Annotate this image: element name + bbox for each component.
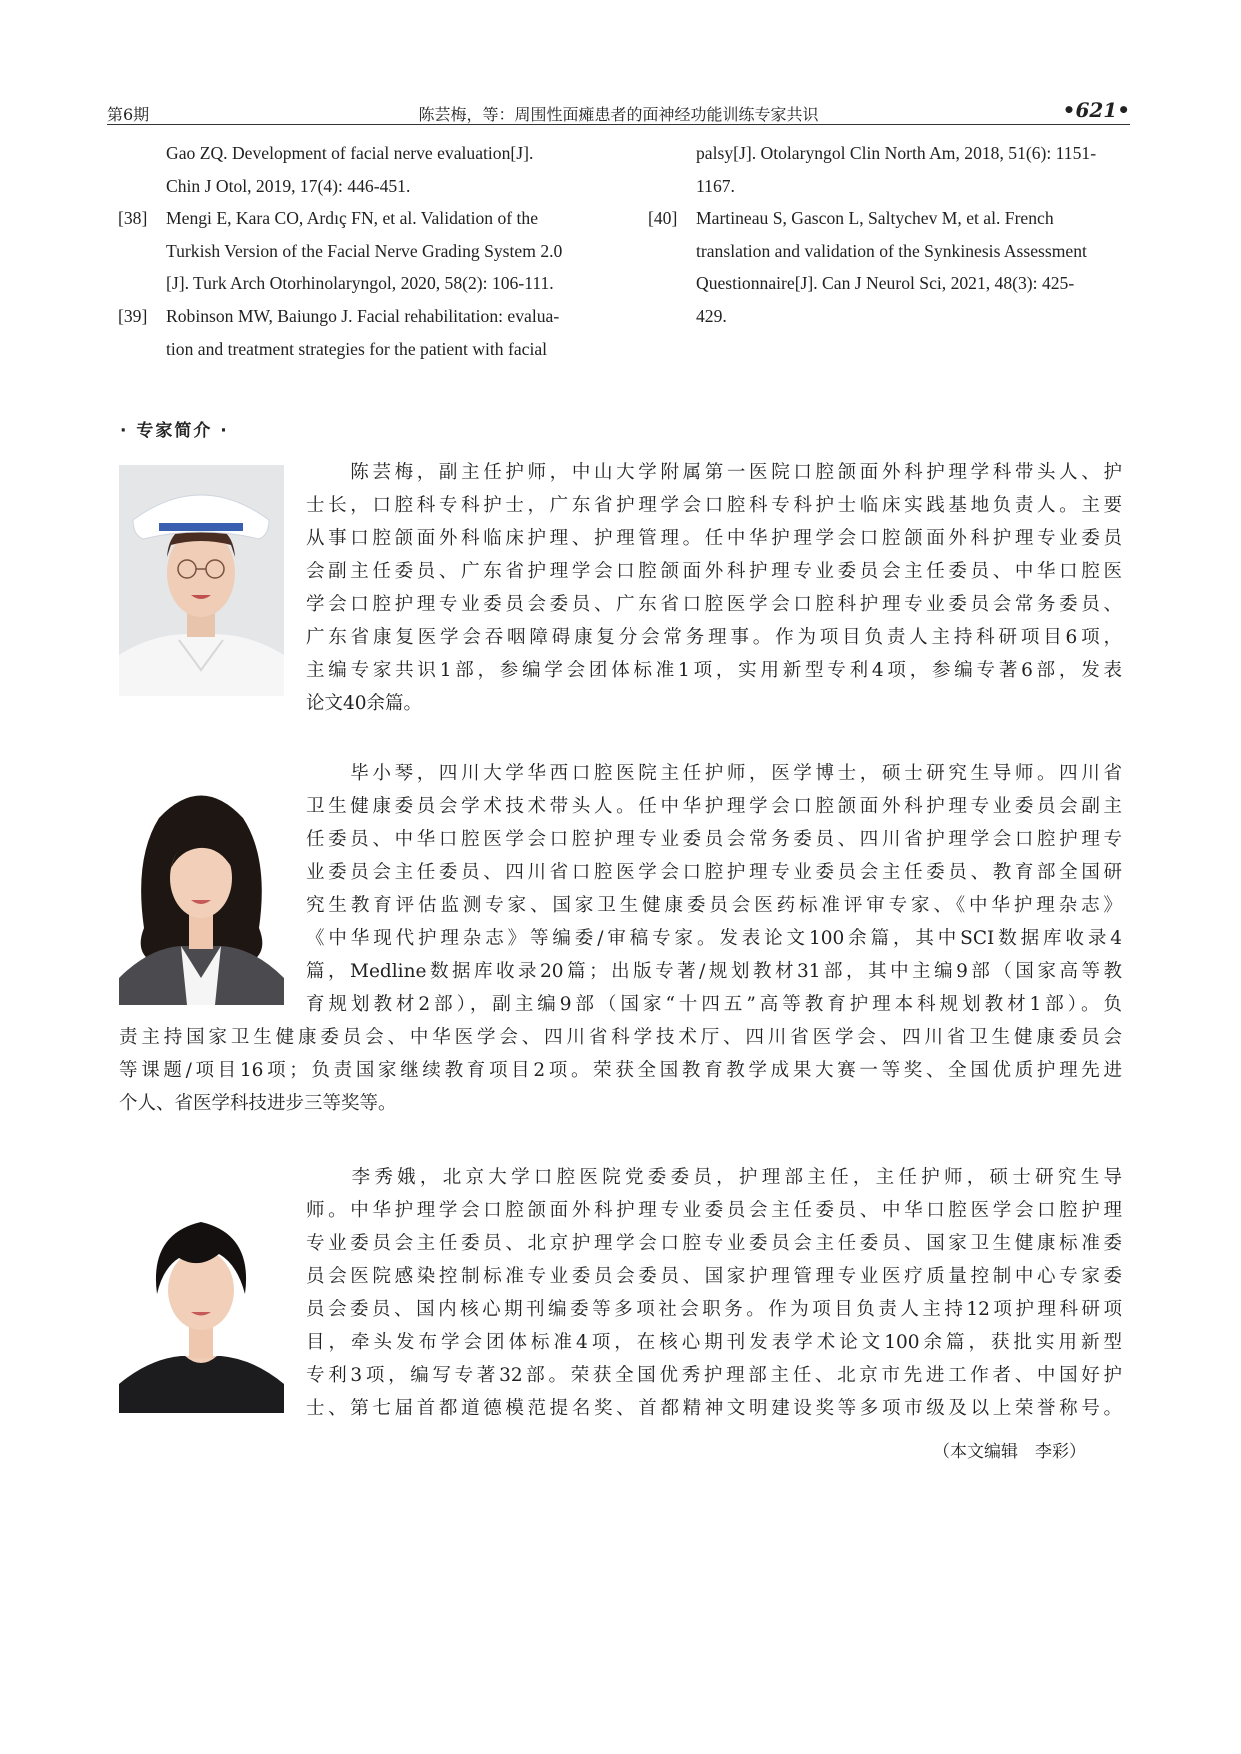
- expert-bio-bi-xiaoqin: [306, 757, 1122, 1021]
- bio-line: 师。中华护理学会口腔颌面外科护理专业委员会主任委员、中华口腔医学会口腔护理: [306, 1200, 1122, 1221]
- reference-line: Questionnaire[J]. Can J Neurol Sci, 2021, 48(3): 425-: [696, 273, 1075, 294]
- reference-line: Gao ZQ. Development of facial nerve evaluation[J].: [166, 143, 534, 163]
- expert-bio-chen-yunmei: [306, 456, 1122, 720]
- reference-line: 1167.: [696, 175, 735, 196]
- reference-line: translation and validation of the Synkinesis Assessment: [696, 240, 1087, 261]
- bio-line: 广东省康复医学会吞咽障碍康复分会常务理事。作为项目负责人主持科研项目6项，: [306, 627, 1122, 648]
- editor-note: （本文编辑 李彩）: [933, 1442, 1086, 1462]
- reference-entry: [648, 137, 1128, 202]
- bio-line: 目，牵头发布学会团体标准4项，在核心期刊发表学术论文100余篇，获批实用新型: [306, 1332, 1122, 1353]
- bio-line: 个人、省医学科技进步三等奖等。: [119, 1093, 397, 1114]
- reference-number: [38]: [118, 208, 148, 229]
- reference-line: Mengi E, Kara CO, Ardıç FN, et al. Validation of the: [166, 208, 539, 229]
- reference-number: [39]: [118, 305, 148, 326]
- bio-line: 主编专家共识1部，参编学会团体标准1项，实用新型专利4项，参编专著6部，发表: [306, 660, 1122, 681]
- expert-bio-bi-xiaoqin-continued: [119, 1021, 1122, 1120]
- reference-line: palsy[J]. Otolaryngol Clin North Am, 2018, 51(6): 1151-: [696, 143, 1097, 163]
- bio-line: 毕小琴，四川大学华西口腔医院主任护师，医学博士，硕士研究生导师。四川省: [306, 763, 1122, 784]
- bio-line: 任委员、中华口腔医学会口腔护理专业委员会常务委员、四川省护理学会口腔护理专: [306, 829, 1122, 850]
- portrait-suit-image: [119, 778, 284, 1005]
- reference-line: [J]. Turk Arch Otorhinolaryngol, 2020, 58(2): 106-111.: [166, 273, 554, 294]
- expert-bio-li-xiue: [306, 1161, 1122, 1425]
- bio-line: 员会医院感染控制标准专业委员会委员、国家护理管理专业医疗质量控制中心专家委: [306, 1266, 1122, 1287]
- references-right-column: [648, 137, 1128, 333]
- bio-line: 篇，Medline数据库收录20篇；出版专著/规划教材31部，其中主编9部（国家高等教: [306, 961, 1122, 982]
- expert-photo: [119, 1184, 284, 1413]
- bio-line: 从事口腔颌面外科临床护理、护理管理。任中华护理学会口腔颌面外科护理专业委员: [306, 528, 1122, 549]
- reference-line: Turkish Version of the Facial Nerve Grading System 2.0: [166, 240, 563, 261]
- header-rule: [107, 124, 1130, 125]
- portrait-nurse-cap-image: [119, 465, 284, 696]
- bio-line: 员会委员、国内核心期刊编委等多项社会职务。作为项目负责人主持12项护理科研项: [306, 1299, 1122, 1320]
- bio-line: 究生教育评估监测专家、国家卫生健康委员会医药标准评审专家、《中华护理杂志》: [306, 895, 1122, 916]
- expert-photo: [119, 465, 284, 696]
- bio-line: 学会口腔护理专业委员会委员、广东省口腔医学会口腔科护理专业委员会常务委员、: [306, 594, 1122, 615]
- bio-line: 论文40余篇。: [306, 693, 423, 714]
- bio-line: 等课题/项目16项；负责国家继续教育项目2项。荣获全国教育教学成果大赛一等奖、全国优质护理先进: [119, 1060, 1122, 1081]
- reference-line: Robinson MW, Baiungo J. Facial rehabilitation: evalua-: [166, 305, 560, 326]
- reference-number: [40]: [648, 208, 678, 229]
- portrait-short-hair-image: [119, 1184, 284, 1413]
- bio-line: 士长，口腔科专科护士，广东省护理学会口腔科专科护士临床实践基地负责人。主要: [306, 495, 1122, 516]
- reference-entry: [118, 300, 598, 365]
- bio-line: 责主持国家卫生健康委员会、中华医学会、四川省科学技术厅、四川省医学会、四川省卫生健康委员会: [119, 1027, 1122, 1048]
- bio-line: 育规划教材2部），副主编9部（国家“十四五”高等教育护理本科规划教材1部）。负: [306, 994, 1122, 1015]
- bio-line: 李秀娥，北京大学口腔医院党委委员，护理部主任，主任护师，硕士研究生导: [306, 1167, 1122, 1188]
- bio-line: 陈芸梅，副主任护师，中山大学附属第一医院口腔颌面外科护理学科带头人、护: [306, 462, 1122, 483]
- bio-line: 专业委员会主任委员、北京护理学会口腔专业委员会主任委员、国家卫生健康标准委: [306, 1233, 1122, 1254]
- bio-line: 专利3项，编写专著32部。荣获全国优秀护理部主任、北京市先进工作者、中国好护: [306, 1365, 1122, 1386]
- issue-label: 第6期: [107, 105, 150, 124]
- section-heading: · 专家简介 ·: [120, 421, 229, 441]
- reference-entry: [118, 202, 598, 300]
- reference-line: tion and treatment strategies for the patient with facial: [166, 338, 548, 359]
- reference-line: Martineau S, Gascon L, Saltychev M, et al. French: [696, 208, 1054, 229]
- page-number: •621•: [1062, 98, 1130, 122]
- expert-photo: [119, 778, 284, 1005]
- reference-entry: [648, 202, 1128, 332]
- bio-line: 业委员会主任委员、四川省口腔医学会口腔护理专业委员会主任委员、教育部全国研: [306, 862, 1122, 883]
- reference-entry: [118, 137, 598, 202]
- reference-line: 429.: [696, 305, 727, 326]
- bio-line: 士、第七届首都道德模范提名奖、首都精神文明建设奖等多项市级及以上荣誉称号。: [306, 1398, 1122, 1419]
- references-left-column: [118, 137, 598, 365]
- reference-line: Chin J Otol, 2019, 17(4): 446-451.: [166, 175, 411, 196]
- running-title: 陈芸梅，等：周围性面瘫患者的面神经功能训练专家共识: [418, 105, 819, 124]
- bio-line: 《中华现代护理杂志》等编委/审稿专家。发表论文100余篇，其中SCI数据库收录4: [306, 928, 1122, 949]
- bio-line: 卫生健康委员会学术技术带头人。任中华护理学会口腔颌面外科护理专业委员会副主: [306, 796, 1122, 817]
- bio-line: 会副主任委员、广东省护理学会口腔颌面外科护理专业委员会主任委员、中华口腔医: [306, 561, 1122, 582]
- running-header: [107, 100, 1130, 126]
